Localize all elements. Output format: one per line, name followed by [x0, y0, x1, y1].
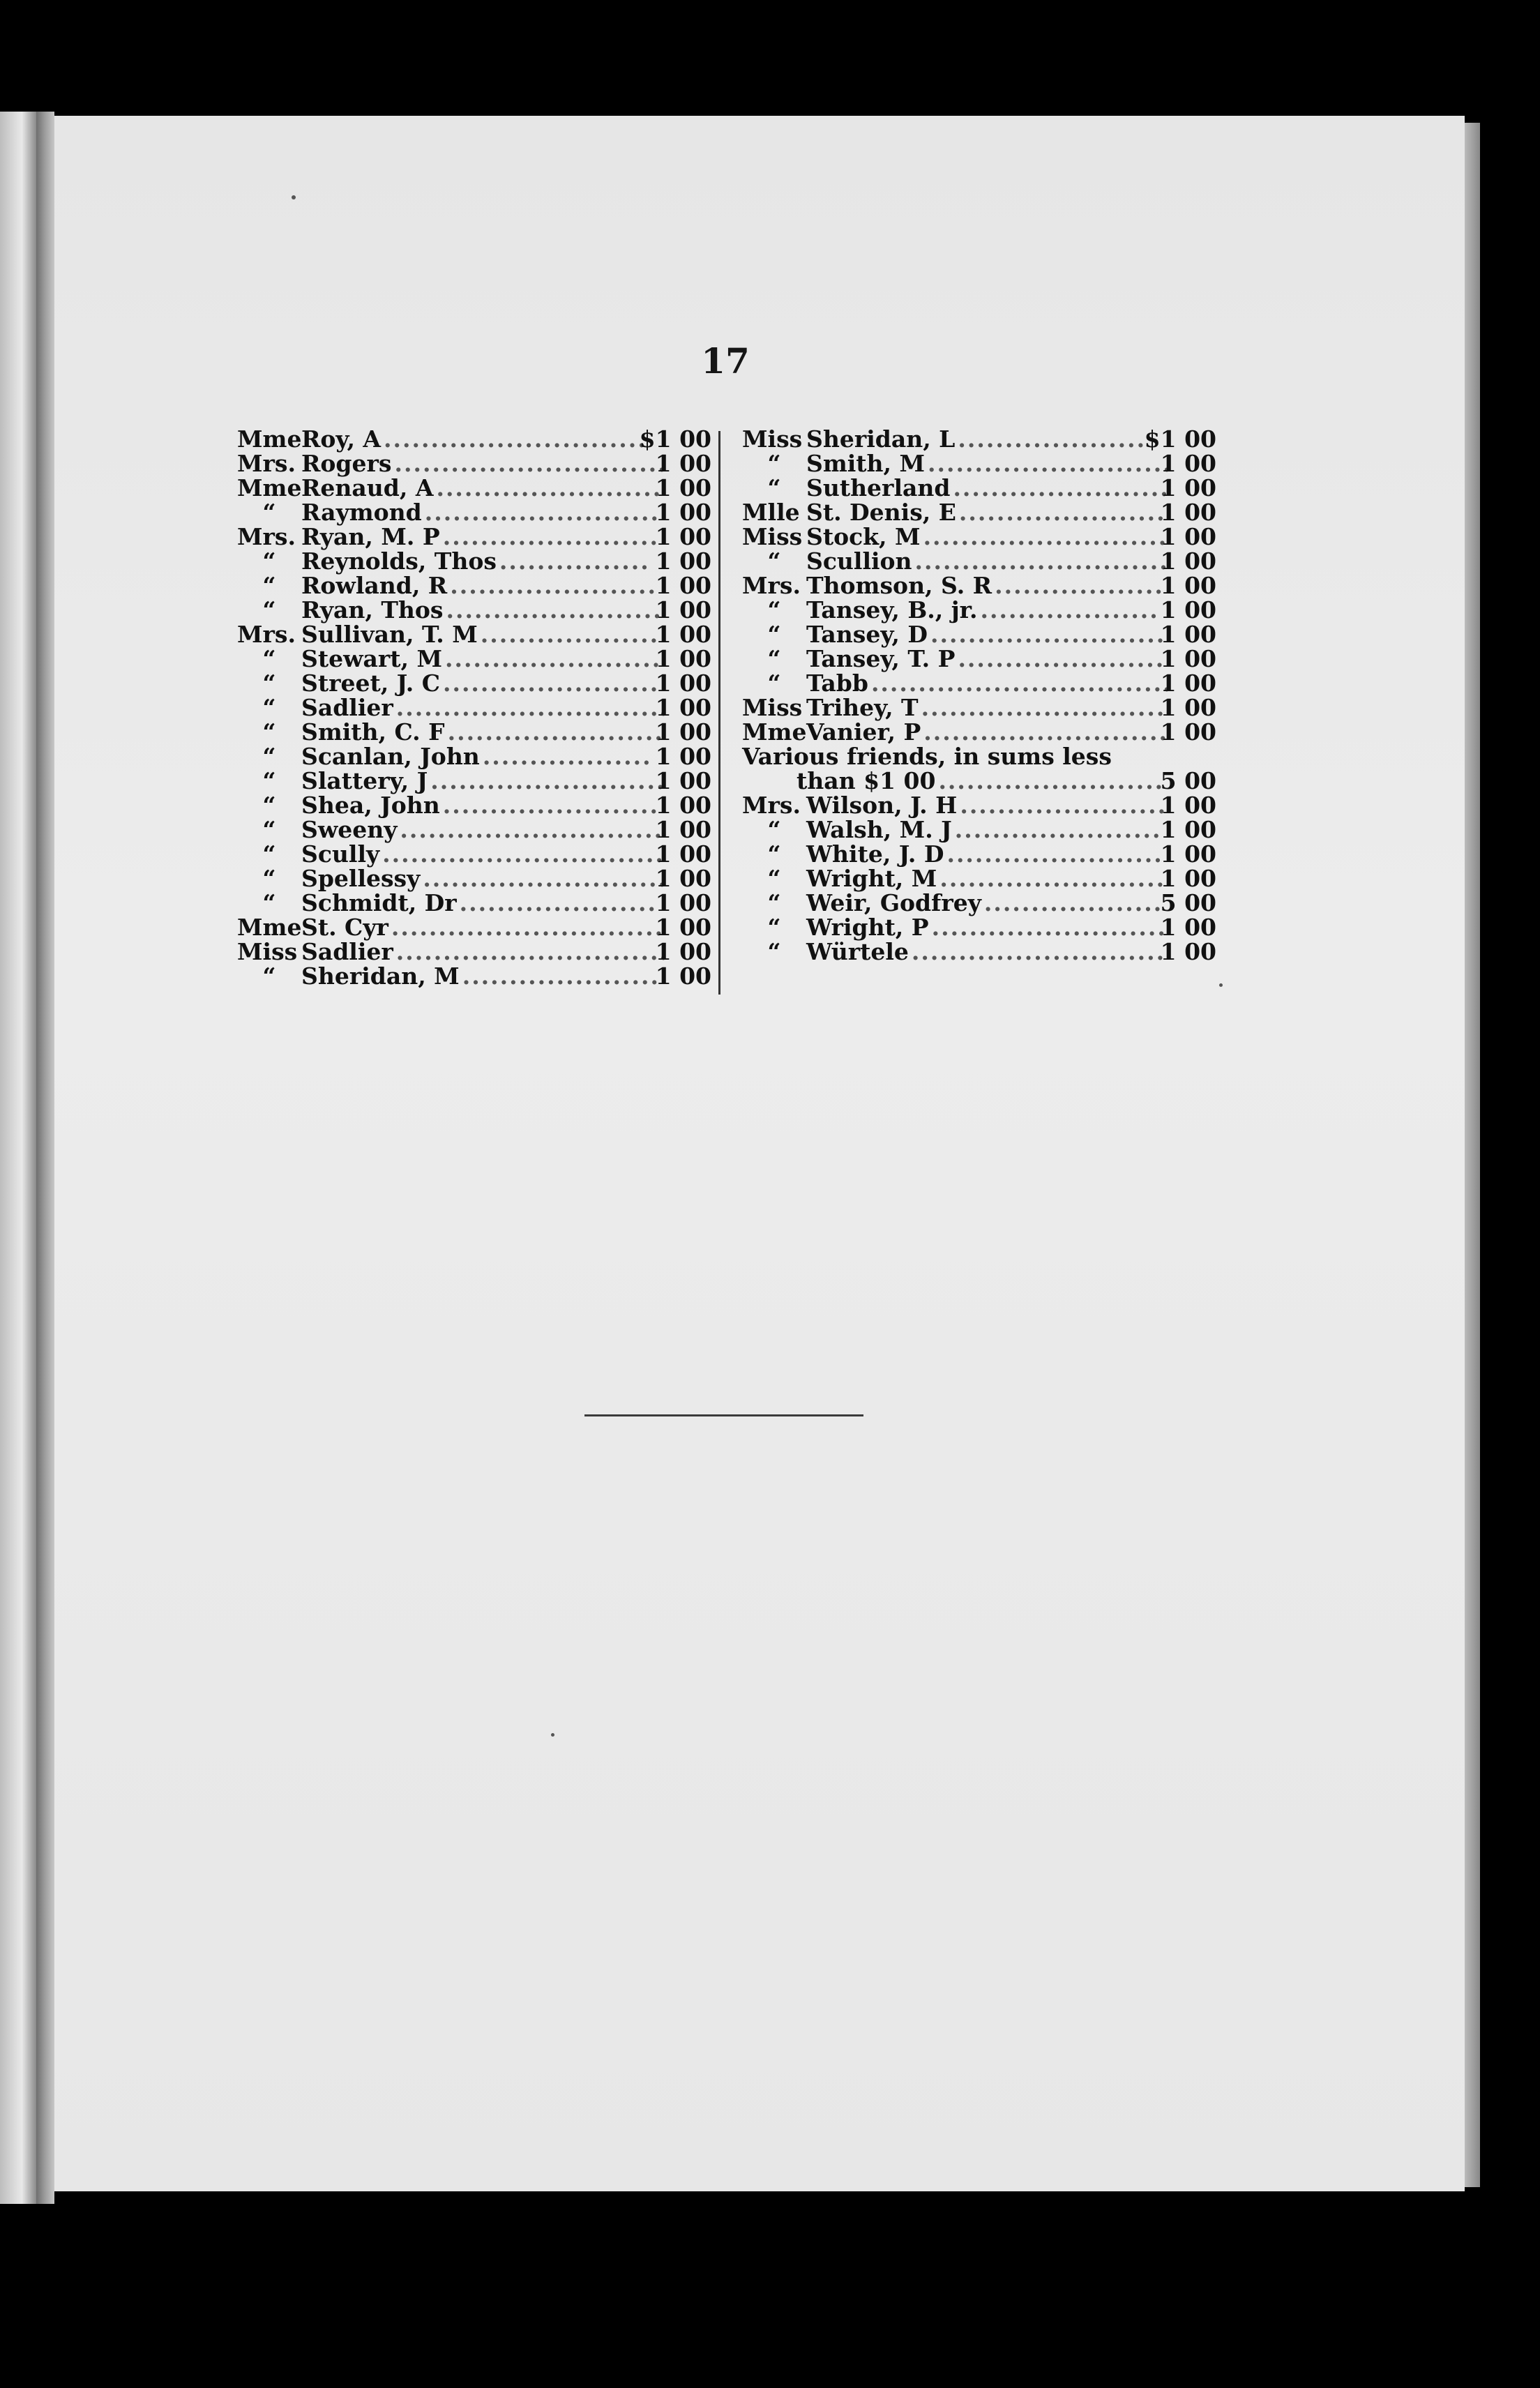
ditto-mark: “ — [262, 962, 276, 990]
donor-title: Mme — [237, 474, 302, 501]
donor-name: Stock, M — [806, 523, 921, 550]
donor-name: than $1 00 — [797, 767, 936, 794]
ditto-mark: “ — [262, 596, 276, 624]
donor-row — [742, 476, 1216, 500]
donation-amount: 1 00 — [655, 523, 711, 550]
donor-row — [237, 451, 711, 476]
donor-row — [237, 476, 711, 500]
donor-row — [237, 964, 711, 988]
donor-name: Würtele — [806, 938, 909, 965]
donor-name: Scully — [301, 840, 380, 868]
donation-amount: 1 00 — [1160, 670, 1216, 697]
donation-amount: 1 00 — [1160, 792, 1216, 819]
leader-dots: ...................... — [954, 816, 1162, 843]
ditto-mark: “ — [262, 694, 276, 721]
leader-dots: ........................... — [911, 938, 1166, 965]
donor-name: Spellessy — [301, 865, 421, 892]
leader-dots: .................. — [995, 572, 1164, 599]
donor-row — [742, 573, 1216, 598]
donor-row — [742, 720, 1216, 744]
donor-name: Weir, Godfrey — [806, 889, 981, 916]
donor-name: Sheridan, L — [806, 425, 956, 453]
donor-row — [237, 622, 711, 647]
donor-row — [742, 939, 1216, 964]
leader-dots: ......................... — [931, 914, 1167, 941]
donor-row — [742, 598, 1216, 622]
paper-speck — [292, 195, 296, 199]
ditto-mark: “ — [767, 450, 781, 477]
donor-name: Walsh, M. J — [806, 816, 952, 843]
donor-title: Mrs. — [742, 792, 801, 819]
ditto-mark: “ — [262, 670, 276, 697]
leader-dots: ................... — [980, 596, 1159, 624]
donation-amount: 1 00 — [1160, 572, 1216, 599]
ditto-mark: “ — [767, 914, 781, 941]
donor-row — [742, 451, 1216, 476]
ditto-mark: “ — [262, 792, 276, 819]
ditto-mark: “ — [262, 865, 276, 892]
donation-amount: 1 00 — [1160, 645, 1216, 672]
donor-row — [237, 671, 711, 695]
ditto-mark: “ — [767, 938, 781, 965]
donor-name: Scullion — [806, 547, 912, 575]
donor-row — [742, 500, 1216, 524]
donor-row — [742, 769, 1216, 793]
donation-amount: 5 00 — [1160, 767, 1216, 794]
leader-dots: .................... — [958, 425, 1147, 453]
donation-amount: 1 00 — [1160, 450, 1216, 477]
leader-dots: ............................. — [395, 694, 669, 721]
page-edge-shadow — [1465, 123, 1480, 2187]
donor-row — [237, 915, 711, 939]
donor-name: Ryan, M. P — [301, 523, 440, 550]
donor-row — [237, 817, 711, 842]
donation-amount: 1 00 — [655, 474, 711, 501]
donation-amount: 1 00 — [655, 962, 711, 990]
donor-name: Sadlier — [301, 694, 393, 721]
donor-title: Mrs. — [237, 450, 296, 477]
donor-row — [742, 744, 1216, 769]
donor-row — [237, 524, 711, 549]
donation-amount: 1 00 — [655, 499, 711, 526]
donation-amount: 1 00 — [655, 547, 711, 575]
donor-row — [237, 598, 711, 622]
donation-amount: 1 00 — [655, 572, 711, 599]
donation-amount: 1 00 — [1160, 840, 1216, 868]
donor-name: Sullivan, T. M — [301, 621, 478, 648]
ditto-mark: “ — [767, 816, 781, 843]
donor-title: Mme — [237, 425, 302, 453]
leader-dots: ............................. — [395, 938, 669, 965]
leader-dots: ...................... — [958, 499, 1166, 526]
donor-name: St. Cyr — [301, 914, 388, 941]
leader-dots: ....................... — [445, 645, 662, 672]
donor-name: Roy, A — [301, 425, 382, 453]
ditto-mark: “ — [767, 547, 781, 575]
donor-row — [237, 427, 711, 451]
donor-name: Tabb — [806, 670, 868, 697]
donor-name: Ryan, Thos — [301, 596, 444, 624]
donation-amount: 1 00 — [655, 816, 711, 843]
donation-amount: 1 00 — [1160, 523, 1216, 550]
leader-dots: ....................... — [442, 792, 660, 819]
leader-dots: ........................ — [938, 767, 1165, 794]
leader-dots: ....................... — [953, 474, 1170, 501]
donor-name: Stewart, M — [301, 645, 442, 672]
donor-name: Thomson, S. R — [806, 572, 992, 599]
paper-speck — [1219, 983, 1223, 987]
donor-title: Mrs. — [742, 572, 801, 599]
donation-amount: 1 00 — [655, 645, 711, 672]
ditto-mark: “ — [262, 767, 276, 794]
ditto-mark: “ — [262, 499, 276, 526]
donor-row — [237, 549, 711, 573]
donor-title: Miss — [742, 523, 803, 550]
leader-dots: .......................... — [928, 450, 1172, 477]
leader-dots: ..................... — [459, 889, 657, 916]
donor-name: Various friends, in sums less — [742, 743, 1112, 770]
donor-list-right — [742, 427, 1216, 964]
donor-name: Tansey, B., jr. — [806, 596, 978, 624]
donation-amount: 1 00 — [655, 865, 711, 892]
donor-row — [742, 842, 1216, 866]
donor-title: Miss — [742, 425, 803, 453]
donor-name: Tansey, T. P — [806, 645, 956, 672]
donor-name: Trihey, T — [806, 694, 919, 721]
donor-row — [237, 744, 711, 769]
ditto-mark: “ — [767, 621, 781, 648]
donation-amount: 1 00 — [1160, 816, 1216, 843]
donor-row — [237, 891, 711, 915]
donor-name: Rogers — [301, 450, 392, 477]
donor-name: Sadlier — [301, 938, 393, 965]
donor-name: Sweeny — [301, 816, 398, 843]
donor-name: Renaud, A — [301, 474, 434, 501]
ditto-mark: “ — [262, 572, 276, 599]
donation-amount: 1 00 — [655, 670, 711, 697]
leader-dots: ........................ — [436, 474, 663, 501]
donor-row — [742, 817, 1216, 842]
leader-dots: ............................. — [394, 450, 667, 477]
donor-name: Rowland, R — [301, 572, 448, 599]
donation-amount: 1 00 — [655, 621, 711, 648]
leader-dots: ....................... — [442, 523, 659, 550]
donation-amount: 1 00 — [1160, 596, 1216, 624]
donor-title: Miss — [742, 694, 803, 721]
donor-list-left — [237, 427, 711, 988]
leader-dots: .......................... — [423, 865, 668, 892]
ditto-mark: “ — [262, 816, 276, 843]
ditto-mark: “ — [767, 596, 781, 624]
leader-dots: ......................... — [430, 767, 666, 794]
donation-amount: 1 00 — [655, 792, 711, 819]
ditto-mark: “ — [767, 645, 781, 672]
donation-amount: 1 00 — [1160, 865, 1216, 892]
closing-rule — [584, 1414, 863, 1416]
donation-amount: 1 00 — [655, 914, 711, 941]
donor-title: Mme — [742, 718, 807, 746]
ditto-mark: “ — [262, 743, 276, 770]
leader-dots: ...................... — [958, 645, 1165, 672]
leader-dots: ....................... — [442, 670, 660, 697]
donor-row — [237, 500, 711, 524]
page-number: 17 — [701, 340, 750, 381]
donation-amount: 1 00 — [655, 596, 711, 624]
ditto-mark: “ — [262, 718, 276, 746]
leader-dots: ................... — [480, 621, 660, 648]
ditto-mark: “ — [262, 889, 276, 916]
donor-row — [742, 671, 1216, 695]
donation-amount: 1 00 — [1160, 694, 1216, 721]
leader-dots: .............................. — [382, 840, 665, 868]
donor-name: Wilson, J. H — [806, 792, 958, 819]
leader-dots: ..................... — [462, 962, 660, 990]
ditto-mark: “ — [767, 889, 781, 916]
ditto-mark: “ — [262, 840, 276, 868]
ditto-mark: “ — [767, 840, 781, 868]
leader-dots: ................................ — [870, 670, 1172, 697]
donor-name: Tansey, D — [806, 621, 928, 648]
leader-dots: ......................... — [424, 499, 660, 526]
leader-dots: .................. — [482, 743, 652, 770]
leader-dots: .......................... — [921, 694, 1166, 721]
donor-title: Mlle — [742, 499, 800, 526]
donation-amount: 1 00 — [655, 889, 711, 916]
ditto-mark: “ — [262, 547, 276, 575]
donation-amount: 1 00 — [655, 743, 711, 770]
leader-dots: ....................... — [446, 596, 663, 624]
leader-dots: ....................... — [447, 718, 664, 746]
donor-name: Smith, M — [806, 450, 926, 477]
book-spine — [36, 112, 54, 2204]
donor-name: Smith, C. F — [301, 718, 445, 746]
donor-name: Reynolds, Thos — [301, 547, 497, 575]
donor-row — [742, 695, 1216, 720]
donor-row — [237, 720, 711, 744]
donor-row — [237, 866, 711, 891]
donor-row — [742, 549, 1216, 573]
donor-row — [237, 939, 711, 964]
donation-amount: 1 00 — [1160, 499, 1216, 526]
donor-row — [742, 427, 1216, 451]
donation-amount: 1 00 — [1160, 621, 1216, 648]
donation-amount: 1 00 — [655, 840, 711, 868]
donation-amount: 1 00 — [655, 718, 711, 746]
previous-page-edge — [0, 112, 36, 2204]
donor-name: Scanlan, John — [301, 743, 480, 770]
donor-title: Mrs. — [237, 523, 296, 550]
donor-row — [742, 891, 1216, 915]
leader-dots: .......................... — [923, 718, 1168, 746]
leader-dots: ....................... — [946, 840, 1163, 868]
leader-dots: ........................ — [939, 865, 1166, 892]
donor-name: Sheridan, M — [301, 962, 460, 990]
donor-row — [742, 524, 1216, 549]
donation-amount: 1 00 — [1160, 914, 1216, 941]
donation-amount: 1 00 — [1160, 547, 1216, 575]
column-divider — [718, 431, 720, 995]
donor-name: Raymond — [301, 499, 422, 526]
donor-row — [742, 866, 1216, 891]
donor-row — [237, 793, 711, 817]
donor-name: Sutherland — [806, 474, 951, 501]
donor-row — [237, 695, 711, 720]
donor-title: Mrs. — [237, 621, 296, 648]
ditto-mark: “ — [767, 670, 781, 697]
donor-row — [237, 769, 711, 793]
donor-name: Wright, M — [806, 865, 937, 892]
donation-amount: 1 00 — [655, 450, 711, 477]
donation-amount: 1 00 — [1160, 718, 1216, 746]
leader-dots: ............................. — [391, 914, 665, 941]
donor-row — [237, 573, 711, 598]
ditto-mark: “ — [262, 645, 276, 672]
donation-amount: 1 00 — [1160, 474, 1216, 501]
leader-dots: ............................ — [384, 425, 647, 453]
donor-row — [742, 793, 1216, 817]
leader-dots: .......................... — [923, 523, 1168, 550]
paper-speck — [551, 1733, 554, 1737]
donation-amount: $1 00 — [1144, 425, 1216, 453]
donation-amount: $1 00 — [639, 425, 711, 453]
donor-row — [742, 622, 1216, 647]
donation-amount: 1 00 — [655, 938, 711, 965]
donation-amount: 1 00 — [655, 767, 711, 794]
donation-amount: 1 00 — [1160, 938, 1216, 965]
donor-name: Vanier, P — [806, 718, 921, 746]
donor-row — [742, 647, 1216, 671]
donor-name: St. Denis, E — [806, 499, 956, 526]
leader-dots: ................ — [499, 547, 650, 575]
leader-dots: ................... — [983, 889, 1163, 916]
donor-name: White, J. D — [806, 840, 944, 868]
donor-name: Slattery, J — [301, 767, 428, 794]
donor-name: Shea, John — [301, 792, 440, 819]
donor-row — [237, 647, 711, 671]
donor-row — [742, 915, 1216, 939]
donor-name: Wright, P — [806, 914, 929, 941]
donor-title: Miss — [237, 938, 298, 965]
donation-amount: 1 00 — [655, 694, 711, 721]
ditto-mark: “ — [767, 474, 781, 501]
donor-row — [237, 842, 711, 866]
leader-dots: ........................... — [914, 547, 1169, 575]
donor-name: Street, J. C — [301, 670, 440, 697]
leader-dots: ............................ — [400, 816, 664, 843]
donation-amount: 5 00 — [1160, 889, 1216, 916]
leader-dots: ...................... — [960, 792, 1168, 819]
donor-title: Mme — [237, 914, 302, 941]
donor-name: Schmidt, Dr — [301, 889, 457, 916]
ditto-mark: “ — [767, 865, 781, 892]
leader-dots: ...................... — [450, 572, 657, 599]
leader-dots: ......................... — [930, 621, 1166, 648]
